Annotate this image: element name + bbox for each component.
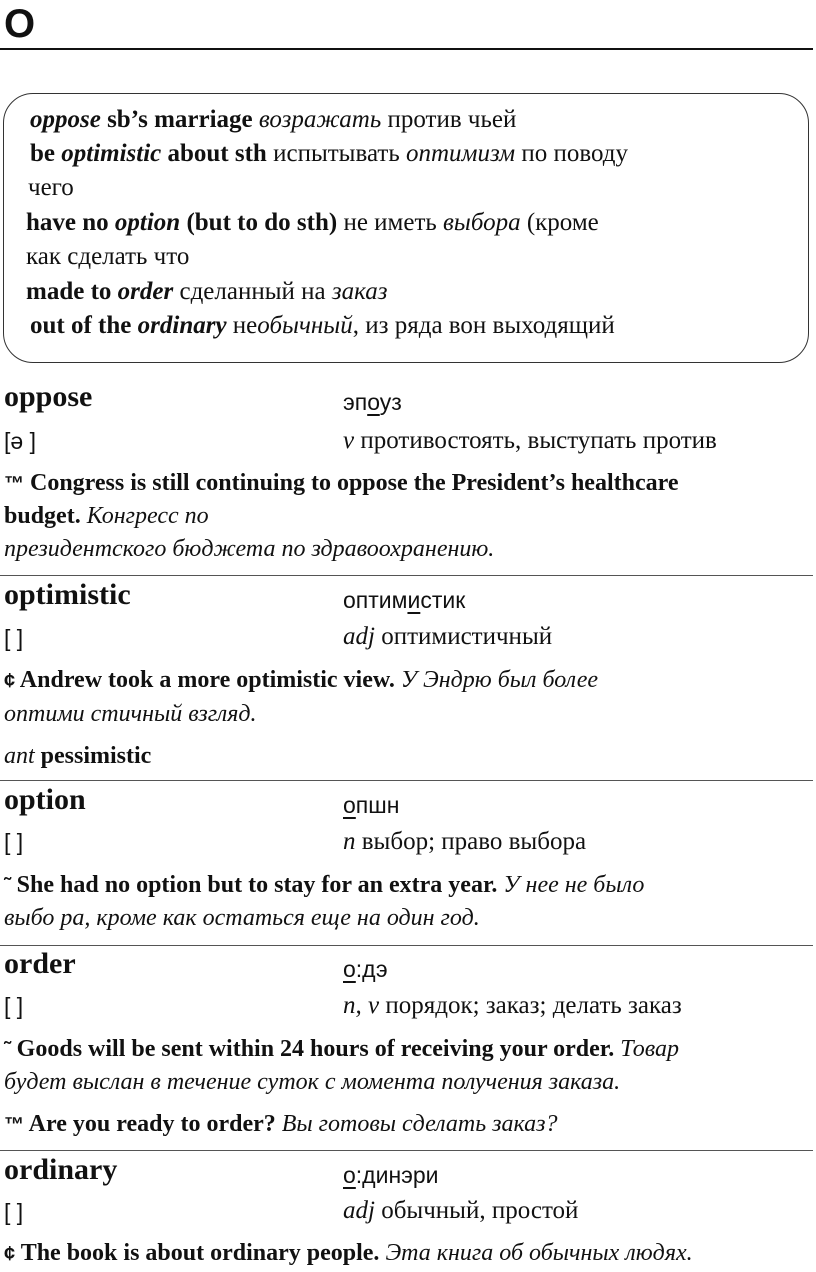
phrase-line-2: be optimistic about sth испытывать оптимизм по поводу [30,140,628,167]
transcription-ordinary: [ ] [4,1199,24,1225]
definition-optimistic: adj оптимистичный [343,623,553,650]
headword-order: order [4,947,76,980]
pronunciation-order: о:дэ [343,956,388,982]
headword-oppose: oppose [4,380,93,413]
header-rule [0,48,813,50]
example-order-1-translation: будет выслан в течение суток с момента получения заказа. [4,1069,621,1095]
definition-option: n выбор; право выбора [343,828,587,855]
example-order-1: ˜ Goods will be sent within 24 hours of receiving your order. Товар [4,1036,679,1062]
page-letter: O [4,2,36,46]
example-optimistic-1: ¢ Andrew took a more optimistic view. У Эндрю был более [4,667,599,693]
definition-oppose: v противостоять, выступать против [343,427,717,454]
example-option-1-translation: выбо ра, кроме как остаться еще на один год. [4,905,480,931]
headword-ordinary: ordinary [4,1153,118,1186]
example-ordinary-1: ¢ The book is about ordinary people. Эта книга об обычных людях. [4,1240,693,1266]
phrase-line-5: out of the ordinary необычный, из ряда вон выходящий [30,312,615,339]
headword-option: option [4,783,86,816]
transcription-order: [ ] [4,993,24,1019]
phrase-line-3: have no option (but to do sth) не иметь выбора (кроме [26,209,599,236]
phrase-line-2-cont: чего [28,174,74,201]
transcription-oppose: [ə ] [4,428,36,454]
entry-separator [0,945,813,946]
entry-separator [0,1150,813,1151]
example-option-1: ˜ She had no option but to stay for an extra year. У нее не было [4,872,645,898]
headword-optimistic: optimistic [4,578,131,611]
example-order-2: ™ Are you ready to order? Вы готовы сделать заказ? [4,1111,558,1137]
example-oppose-1: ™ Congress is still continuing to oppose the President’s healthcare [4,470,679,496]
entry-separator [0,780,813,781]
pronunciation-oppose: эпоуз [343,389,402,415]
antonym-optimistic: ant pessimistic [4,743,152,769]
definition-ordinary: adj обычный, простой [343,1197,579,1224]
phrase-line-4: made to order сделанный на заказ [26,278,388,305]
example-oppose-1-cont: budget. Конгресс по [4,503,209,529]
phrase-line-1: oppose sb’s marriage возражать против чьей [30,106,517,133]
example-oppose-1-translation: президентского бюджета по здравоохранению. [4,536,495,562]
pronunciation-option: опшн [343,792,400,818]
example-optimistic-1-translation: оптими стичный взгляд. [4,701,257,727]
transcription-option: [ ] [4,829,24,855]
entry-separator [0,575,813,576]
phrase-line-3-cont: как сделать что [26,243,190,270]
pronunciation-ordinary: о:динэри [343,1162,439,1188]
transcription-optimistic: [ ] [4,625,24,651]
pronunciation-optimistic: оптимистик [343,587,466,613]
definition-order: n, v порядок; заказ; делать заказ [343,992,682,1019]
